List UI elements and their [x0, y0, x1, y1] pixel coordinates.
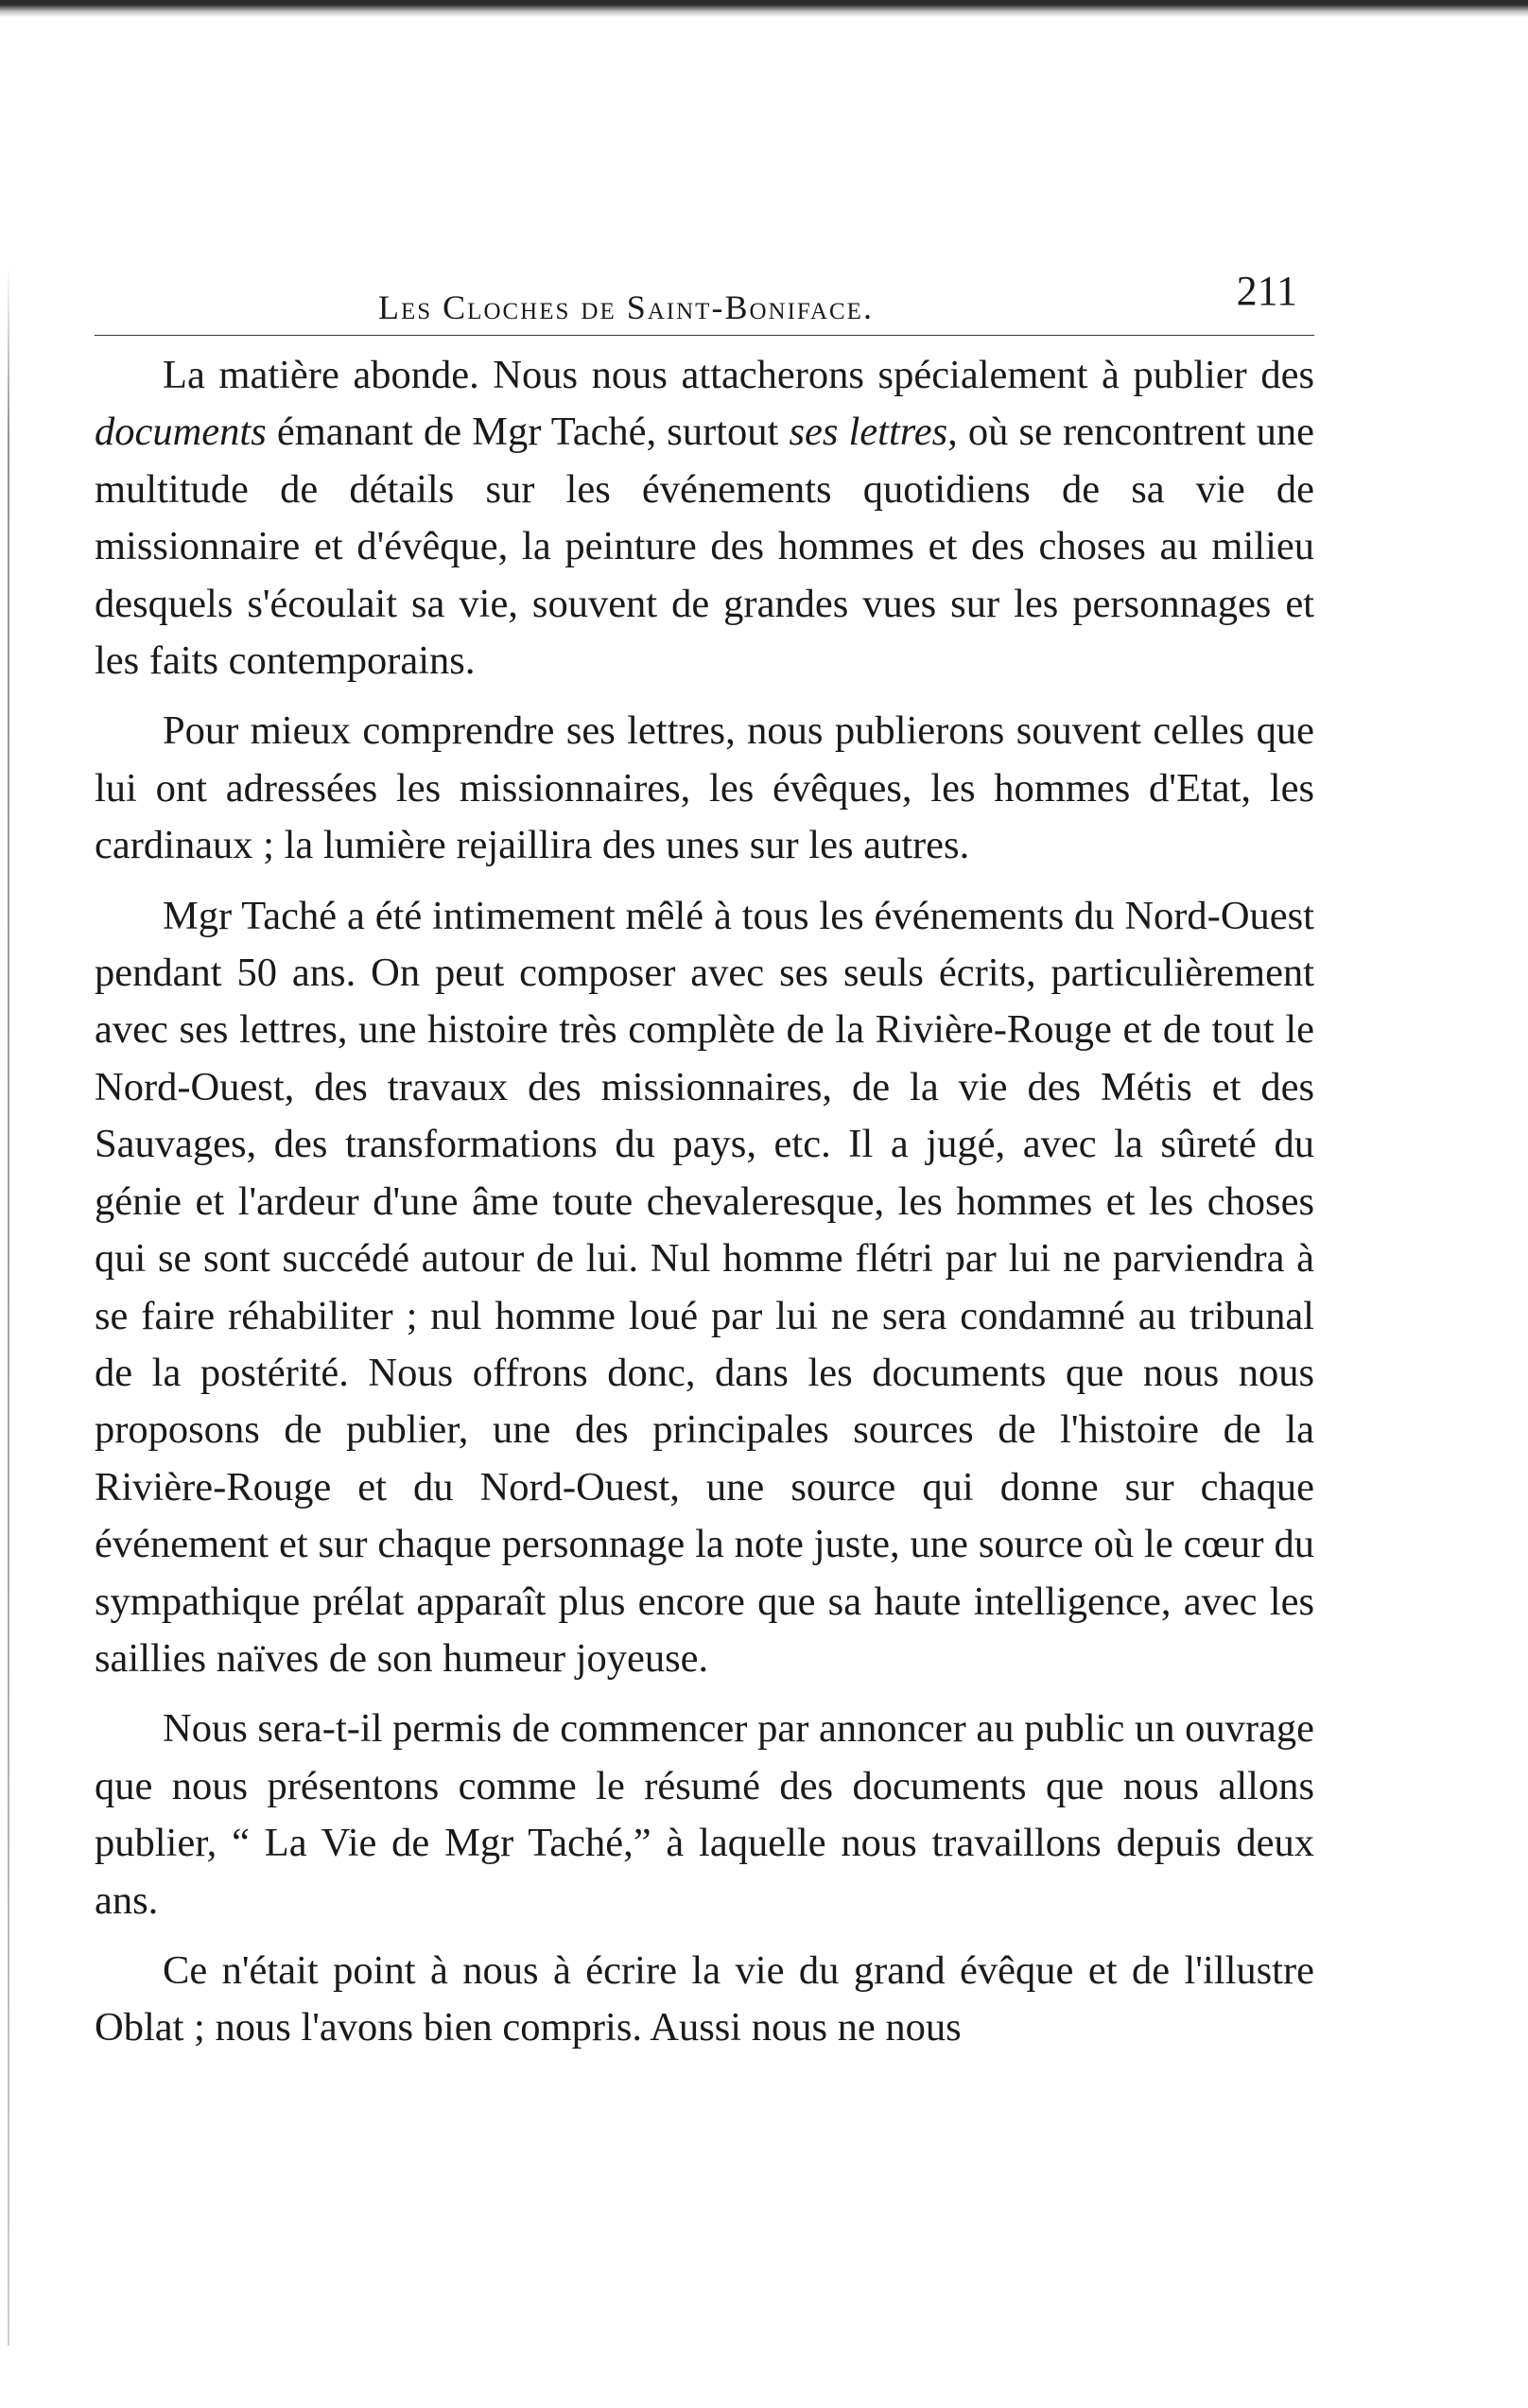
paragraph-4: Nous sera-t-il permis de commencer par annoncer au public un ouvrage que nous présentons comme le résumé des documents que nous allons publier, “ La Vie de Mgr Taché,” à laquelle nous travaillons depuis deux ans.: [95, 1706, 1314, 1923]
paragraph-1-text-c: , où se rencontrent une multitude de détails sur les événements quotidiens de sa vie de missionnaire et d'évêque, la peinture des hommes et des choses au milieu desquels s'écoulait sa vie, souvent de grandes vues sur les personnages et les faits contemporains.: [95, 410, 1314, 684]
page-number: 211: [1236, 268, 1297, 314]
body-text: [95, 347, 1314, 2057]
paragraph-2: Pour mieux comprendre ses lettres, nous publierons souvent celles que lui ont adressées les missionnaires, les évêques, les hommes d'Etat, les cardinaux ; la lumière rejaillira des unes sur les autres.: [95, 708, 1314, 868]
paragraph-5: Ce n'était point à nous à écrire la vie du grand évêque et de l'illustre Oblat ; nous l'avons bien compris. Aussi nous ne nous: [95, 1947, 1314, 2050]
documents-italic: documents: [95, 410, 267, 455]
paragraph-1-text-b: émanant de Mgr Taché, surtout: [266, 410, 790, 455]
paragraph-3: Mgr Taché a été intimement mêlé à tous les événements du Nord-Ouest pendant 50 ans. On peut composer avec ses seuls écrits, particulièrement avec ses lettres, une histoire très complète de la Rivière-Rouge et de tout le Nord-Ouest, des travaux des missionnaires, de la vie des Métis et des Sauvages, des transformations du pays, etc. Il a jugé, avec la sûreté du génie et l'ardeur d'une âme toute chevaleresque, les hommes et les choses qui se sont succédé autour de lui. Nul homme flétri par lui ne parviendra à se faire réhabiliter ; nul homme loué par lui ne sera condamné au tribunal de la postérité. Nous offrons donc, dans les documents que nous nous proposons de publier, une des principales sources de l'histoire de la Rivière-Rouge et du Nord-Ouest, une source qui donne sur chaque événement et sur chaque personnage la note juste, une source où le cœur du sympathique prélat apparaît plus encore que sa haute intelligence, avec les saillies naïves de son humeur joyeuse.: [95, 893, 1314, 1681]
ses-lettres-italic: ses lettres: [789, 410, 948, 455]
book-page: [95, 255, 1314, 2070]
top-border-rule: [0, 0, 1528, 17]
paragraph-1: [95, 347, 1314, 689]
page-edge-shadow: [8, 265, 9, 2346]
running-head: [95, 255, 1314, 336]
running-head-title: Les Cloches de Saint-Boniface.: [378, 288, 874, 326]
paragraph-1-text-a: La matière abonde. Nous nous attacherons spécialement à publier des: [163, 353, 1314, 397]
